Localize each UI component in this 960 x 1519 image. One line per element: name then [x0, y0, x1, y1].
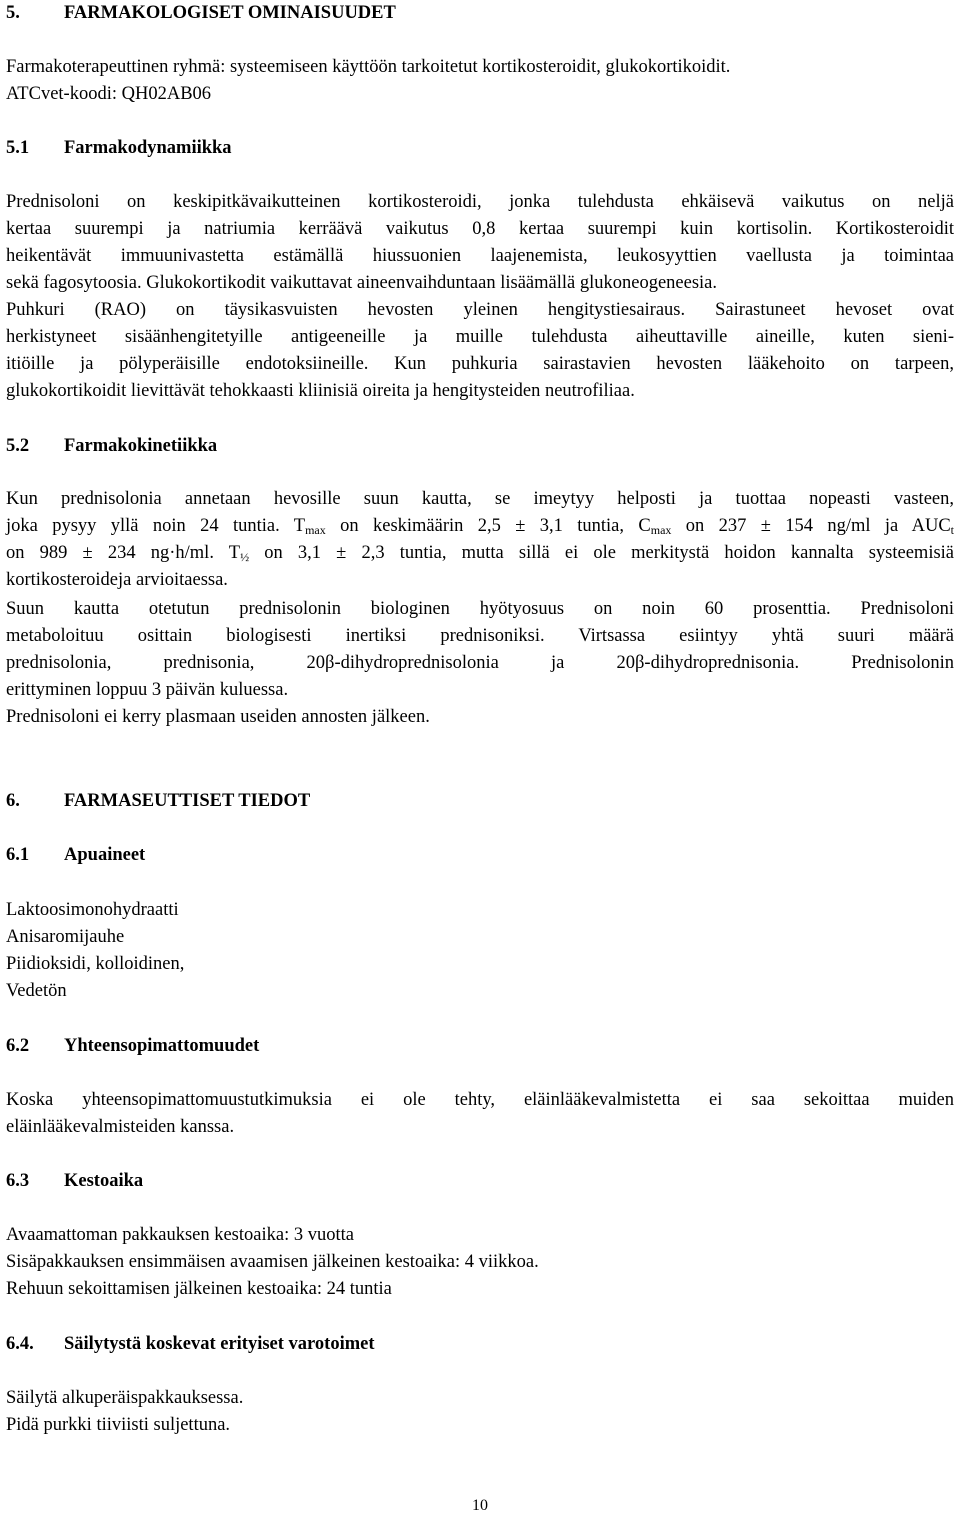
text-line: herkistyneet sisäänhengitetyille antigeeneille ja muille tulehdusta aiheuttaville aineille, kuten sieni-: [6, 327, 954, 347]
list-item: Sisäpakkauksen ensimmäisen avaamisen jälkeinen kestoaika: 4 viikkoa.: [6, 1252, 539, 1272]
section-title: Farmakodynamiikka: [64, 138, 232, 158]
text-line: Farmakoterapeuttinen ryhmä: systeemiseen käyttöön tarkoitetut kortikosteroidit, glukokortikoidit.: [6, 57, 731, 77]
text-line: erittyminen loppuu 3 päivän kuluessa.: [6, 680, 289, 700]
list-item: Vedetön: [6, 981, 67, 1001]
text-run: joka pysyy yllä noin 24 tuntia. T: [6, 516, 306, 536]
text-line: sekä fagosytoosia. Glukokortikodit vaikuttavat aineenvaihduntaan lisäämällä glukoneogeneesia.: [6, 273, 718, 293]
subscript: ½: [240, 550, 250, 564]
subscript: max: [650, 523, 672, 537]
text-run: on keskimäärin 2,5 ± 3,1 tuntia, C: [325, 516, 651, 536]
text-line: eläinlääkevalmisteiden kanssa.: [6, 1117, 235, 1137]
section-6-2-heading: [6, 1033, 259, 1060]
section-6-2-paragraph: [6, 1087, 954, 1141]
section-number: 5.: [6, 3, 20, 23]
text-line: [6, 513, 954, 540]
storage-list: [6, 1385, 954, 1439]
section-number: 6.: [6, 791, 20, 811]
section-number: 6.4.: [6, 1334, 34, 1354]
section-number: 6.2: [6, 1036, 30, 1056]
section-6-1-heading: [6, 842, 145, 869]
text-line: heikentävät immuunivastetta estämällä hiussuonien laajenemista, leukosyyttien vaellusta ja toimintaa: [6, 246, 954, 266]
section-5-intro: [6, 54, 954, 108]
section-number: 6.1: [6, 845, 30, 865]
text-run: on 237 ± 154 ng/ml ja AUC: [671, 516, 951, 536]
section-5-heading: [6, 0, 396, 27]
page-number: 10: [472, 1497, 488, 1514]
section-6-heading: [6, 788, 310, 815]
text-line: [6, 540, 954, 567]
text-line: metaboloituu osittain biologisesti inertiksi prednisoniksi. Virtsassa esiintyy yhtä suuri määrä: [6, 626, 954, 646]
list-item: Piidioksidi, kolloidinen,: [6, 954, 185, 974]
text-line: Prednisoloni ei kerry plasmaan useiden annosten jälkeen.: [6, 707, 430, 727]
section-number: 5.1: [6, 138, 30, 158]
section-5-2-heading: [6, 433, 217, 460]
text-line: prednisolonia, prednisonia, 20β-dihydroprednisolonia ja 20β-dihydroprednisonia. Prednisolonin: [6, 653, 954, 673]
text-line: Kun prednisolonia annetaan hevosille suun kautta, se imeytyy helposti ja tuottaa nopeasti vasteen,: [6, 489, 954, 509]
subscript: t: [950, 523, 955, 537]
list-item: Pidä purkki tiiviisti suljettuna.: [6, 1415, 231, 1435]
text-line: ATCvet-koodi: QH02AB06: [6, 84, 212, 104]
section-5-2-paragraph-1: [6, 486, 954, 594]
section-5-1-heading: [6, 135, 232, 162]
section-5-1-paragraph: [6, 189, 954, 405]
section-5-2-paragraph-2: [6, 596, 954, 704]
text-line: glukokortikoidit lievittävät tehokkaasti kliinisiä oireita ja hengitysteiden neutrofiliaa.: [6, 381, 635, 401]
section-title: FARMAKOLOGISET OMINAISUUDET: [64, 3, 396, 23]
section-title: Farmakokinetiikka: [64, 436, 218, 456]
excipients-list: [6, 897, 954, 1005]
section-6-4-heading: [6, 1331, 375, 1358]
text-line: kortikosteroideja arvioitaessa.: [6, 570, 228, 590]
text-line: itiöille ja pölyperäisille endotoksiineille. Kun puhkuria sairastavien hevosten lääkehoito on tarpeen,: [6, 354, 954, 374]
section-title: Kestoaika: [64, 1171, 144, 1191]
text-line: Suun kautta otetutun prednisolonin biologinen hyötyosuus on noin 60 prosenttia. Prednisoloni: [6, 599, 954, 619]
text-line: Puhkuri (RAO) on täysikasvuisten hevosten yleinen hengitystiesairaus. Sairastuneet hevoset ovat: [6, 300, 954, 320]
list-item: Anisaromijauhe: [6, 927, 125, 947]
section-number: 6.3: [6, 1171, 30, 1191]
list-item: Laktoosimonohydraatti: [6, 900, 179, 920]
text-line: Koska yhteensopimattomuustutkimuksia ei ole tehty, eläinlääkevalmistetta ei saa sekoittaa muiden: [6, 1090, 954, 1110]
section-title: Säilytystä koskevat erityiset varotoimet: [64, 1334, 375, 1354]
subscript: max: [305, 523, 326, 537]
list-item: Rehuun sekoittamisen jälkeinen kestoaika: 24 tuntia: [6, 1279, 392, 1299]
list-item: Säilytä alkuperäispakkauksessa.: [6, 1388, 244, 1408]
section-number: 5.2: [6, 436, 30, 456]
text-line: kertaa suurempi ja natriumia kerräävä vaikutus 0,8 kertaa suurempi kuin kortisolin. Kortikosteroidit: [6, 219, 954, 239]
section-5-2-paragraph-3: [6, 704, 954, 731]
section-6-3-heading: [6, 1168, 143, 1195]
text-run: on 3,1 ± 2,3 tuntia, mutta sillä ei ole merkitystä hoidon kannalta systeemisiä: [249, 543, 955, 563]
section-title: FARMASEUTTISET TIEDOT: [64, 791, 311, 811]
text-run: on 989 ± 234 ng·h/ml. T: [6, 543, 241, 563]
section-title: Apuaineet: [64, 845, 146, 865]
text-line: Prednisoloni on keskipitkävaikutteinen kortikosteroidi, jonka tulehdusta ehkäisevä vaikutus on neljä: [6, 192, 954, 212]
list-item: Avaamattoman pakkauksen kestoaika: 3 vuotta: [6, 1225, 354, 1245]
section-title: Yhteensopimattomuudet: [64, 1036, 260, 1056]
shelf-life-list: [6, 1222, 954, 1303]
